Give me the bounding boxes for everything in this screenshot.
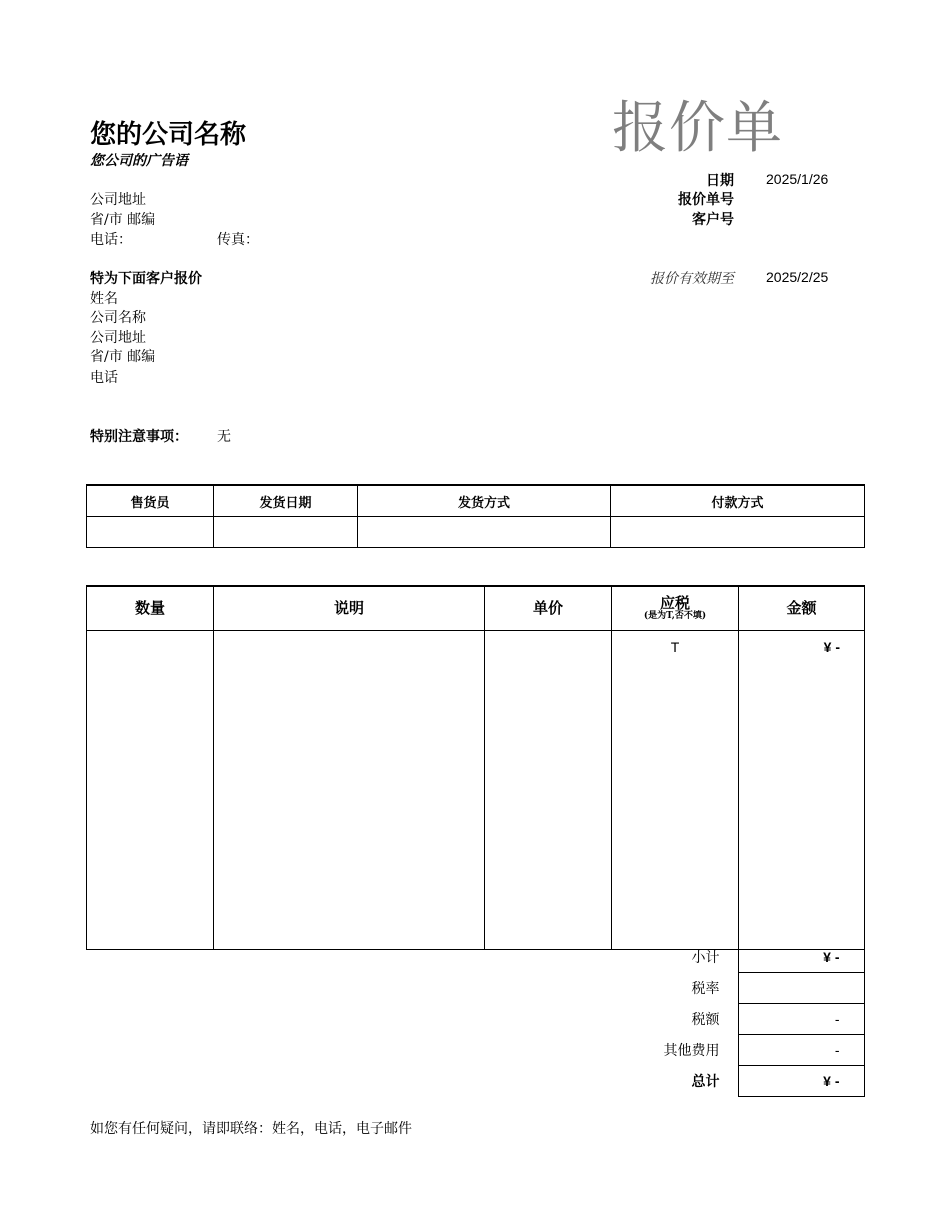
company-slogan: 您公司的广告语: [90, 153, 188, 169]
quantity-cell[interactable]: [87, 631, 214, 950]
total-value: ¥ -: [738, 1066, 864, 1097]
payment-method-cell[interactable]: [611, 517, 865, 548]
customer-address: 公司地址: [90, 330, 146, 346]
total-label: 总计: [691, 1074, 720, 1090]
date-label: 日期: [706, 173, 734, 189]
company-address: 公司地址: [90, 192, 146, 208]
quote-number-label: 报价单号: [678, 192, 734, 208]
shipping-table: [86, 484, 865, 548]
unit-price-header: 单价: [485, 586, 612, 631]
quantity-header: 数量: [87, 586, 214, 631]
unit-price-cell[interactable]: [485, 631, 612, 950]
salesperson-cell[interactable]: [87, 517, 214, 548]
tax-amount-label: 税额: [691, 1012, 720, 1028]
taxable-header-note: (是为T,否不填): [643, 610, 707, 621]
company-city-zip: 省/市 邮编: [90, 212, 156, 228]
amount-cell: ¥ -: [739, 631, 865, 950]
other-fees-label: 其他费用: [663, 1043, 720, 1059]
other-fees-value[interactable]: -: [738, 1035, 864, 1066]
description-cell[interactable]: [214, 631, 485, 950]
ship-method-header: 发货方式: [358, 485, 611, 517]
footer-contact: 如您有任何疑问，请即联络：姓名，电话，电子邮件: [90, 1121, 412, 1137]
subtotal-label: 小计: [691, 950, 720, 967]
tax-amount-value: -: [738, 1004, 864, 1035]
notes-value: 无: [217, 429, 231, 445]
company-fax-label: 传真：: [217, 232, 259, 248]
salesperson-header: 售货员: [87, 485, 214, 517]
customer-name: 姓名: [90, 291, 118, 307]
company-name: 您的公司名称: [90, 120, 247, 150]
subtotal-value: ¥ -: [738, 942, 864, 973]
company-phone-label: 电话：: [90, 232, 132, 248]
amount-header: 金额: [739, 586, 865, 631]
document-title: 报价单: [612, 96, 783, 161]
taxable-cell[interactable]: T: [612, 631, 739, 950]
tax-rate-label: 税率: [691, 981, 720, 997]
customer-number-label: 客户号: [692, 212, 734, 228]
customer-city-zip: 省/市 邮编: [90, 349, 156, 365]
valid-until-value: 2025/2/25: [766, 269, 829, 285]
notes-label: 特别注意事项：: [90, 429, 188, 445]
ship-method-cell[interactable]: [358, 517, 611, 548]
taxable-header-label: 应税: [659, 594, 690, 613]
tax-rate-value[interactable]: [738, 973, 864, 1004]
payment-method-header: 付款方式: [611, 485, 865, 517]
totals-table: [86, 942, 865, 1097]
customer-heading: 特为下面客户报价: [90, 271, 202, 287]
ship-date-cell[interactable]: [214, 517, 358, 548]
description-header: 说明: [214, 586, 485, 631]
ship-date-header: 发货日期: [214, 485, 358, 517]
date-value: 2025/1/26: [766, 171, 829, 187]
valid-until-label: 报价有效期至: [650, 271, 734, 287]
customer-phone: 电话: [90, 370, 118, 386]
items-table: [86, 585, 865, 950]
taxable-header: [612, 586, 739, 631]
customer-company: 公司名称: [90, 310, 146, 326]
